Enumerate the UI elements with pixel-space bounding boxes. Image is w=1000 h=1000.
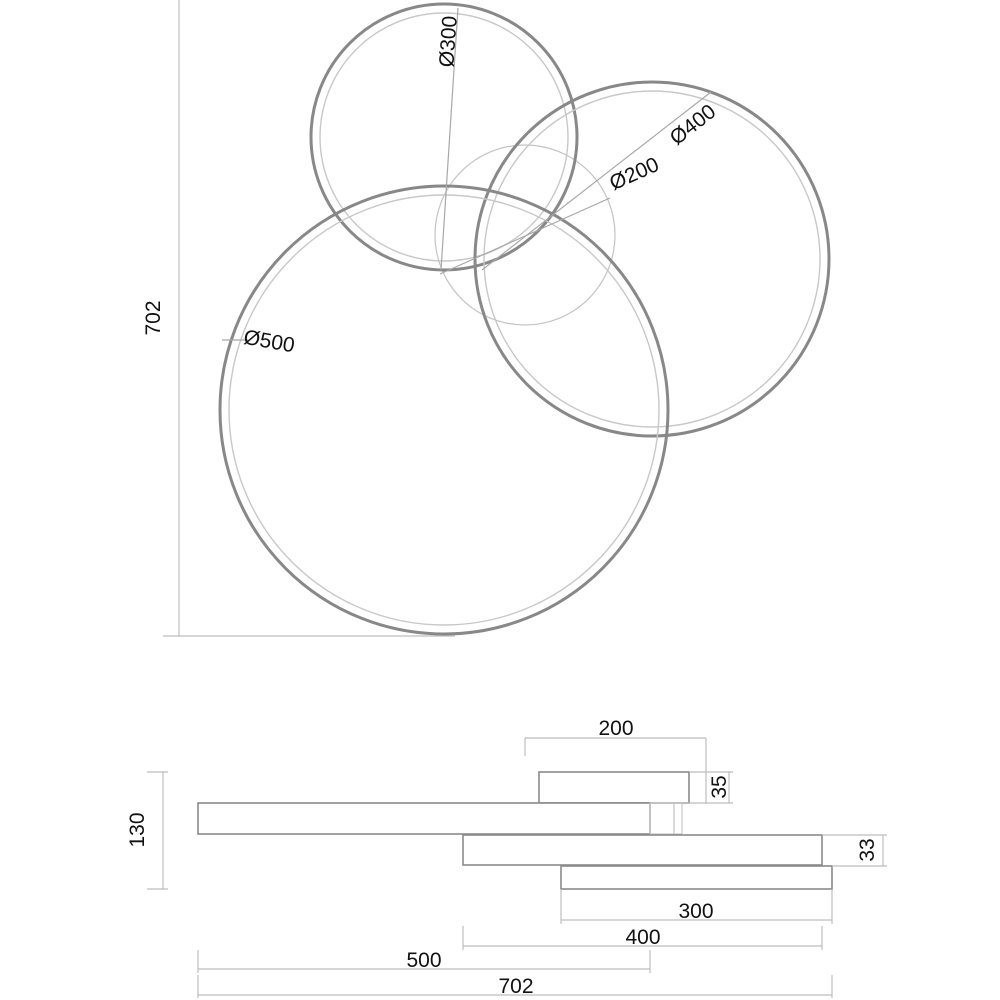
width-200-label: 200 [598, 717, 634, 740]
height-35-label: 35 [708, 775, 731, 799]
ring-300-label: Ø300 [435, 15, 462, 68]
hub-disc-200 [435, 145, 615, 325]
hub-200-label: Ø200 [606, 153, 663, 196]
ring-500-inner-edge [229, 195, 659, 625]
ring-400-leader [482, 92, 711, 270]
width-702-label: 702 [498, 975, 534, 998]
ring-500-label: Ø500 [241, 325, 297, 358]
canopy-block [539, 772, 689, 803]
connector-block-inner [674, 803, 682, 834]
height-33-label: 33 [856, 838, 879, 862]
ring-300-side-bar [561, 866, 832, 889]
width-500-label: 500 [406, 949, 442, 972]
connector-block [650, 803, 674, 834]
ring-500-side-bar [198, 803, 650, 834]
ring-400-label: Ø400 [665, 100, 721, 150]
ring-400-side-bar [463, 835, 822, 865]
width-300-label: 300 [678, 900, 714, 923]
ring-400-inner-edge [484, 91, 820, 427]
ring-500 [220, 186, 668, 634]
ring-400 [475, 82, 829, 436]
height-702-label: 702 [142, 300, 165, 336]
top-view [142, 0, 829, 636]
height-130-label: 130 [126, 812, 149, 848]
side-view [126, 717, 887, 998]
width-400-label: 400 [625, 926, 661, 949]
